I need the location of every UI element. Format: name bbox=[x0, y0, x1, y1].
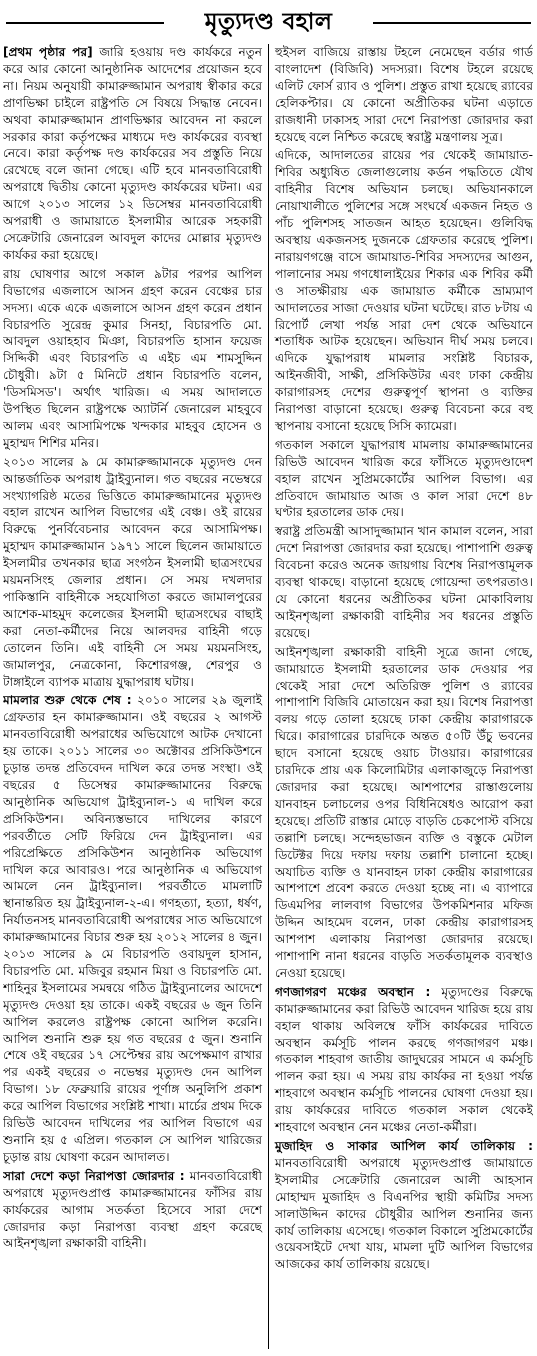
paragraph-text: হুইসল বাজিয়ে রাস্তায় টহলে নেমেছেন বর্ডার গার্ড বাংলাদেশ (বিজিবি) সদস্যরা। বিশেষ টহলে রয়েছে এলিট ফোর্স র‌্যাব ও পুলিশ। প্রস্তুত রাখা হয়েছে র‌্যাবের হেলিকপ্টার। যে কোনো অপ্রীতিকর ঘটনা এড়াতে রাজধানী ঢাকাসহ সারা দেশে নিরাপত্তা জোরদার করা হয়েছে বলে নিশ্চিত করেছে স্বরাষ্ট্র মন্ত্রণালয় সূত্র। bbox=[275, 45, 533, 144]
header-rule-right bbox=[373, 22, 531, 24]
column-left bbox=[3, 44, 268, 1349]
section-heading: গণজাগরণ মঞ্চের অবস্থান : bbox=[275, 984, 431, 999]
section-heading: সারা দেশে কড়া নিরাপত্তা জোরদার : bbox=[3, 1168, 185, 1183]
paragraph-text: মানবতাবিরোধী অপরাধে মৃত্যুদণ্ডপ্রাপ্ত জামায়াতে ইসলামীর সেক্রেটারি জেনারেল আলী আহসান মোহাম্মদ মুজাহিদ ও বিএনপির স্থায়ী কমিটির সদস্য সালাউদ্দিন কাদের চৌধুরীর আপিল শুনানির জন্য কার্য তালিকায় এসেছে। গতকাল বিকালে সুপ্রিমকোর্টের ওয়েবসাইটে দেখা যায়, মামলা দুটি আপিল বিভাগের আজকের কার্য তালিকায় রয়েছে। bbox=[275, 1155, 533, 1272]
paragraph bbox=[275, 523, 533, 641]
column-right bbox=[268, 44, 533, 1349]
article-body bbox=[3, 44, 534, 1349]
paragraph-lead: [প্রথম পৃষ্ঠার পর] bbox=[3, 45, 93, 59]
paragraph-text: মৃত্যুদণ্ডের বিরুদ্ধে কামারুজ্জামানের করা রিভিউ আবেদন খারিজ হয়ে রায় বহাল থাকায় অবিলম্বে ফাঁসি কার্যকরের দাবিতে অবস্থান কর্মসূচি পালন করছে গণজাগরণ মঞ্চ। গতকাল শাহবাগ জাতীয় জাদুঘরের সামনে এ কর্মসূচি পালন করা হয়। এ সময় রায় কার্যকর না হওয়া পর্যন্ত শাহবাগে অবস্থান কর্মসূচি পালনের ঘোষণা দেওয়া হয়। রায় কার্যকরের দাবিতে গতকাল সকাল থেকেই শাহবাগে অবস্থান নেন মঞ্চের নেতা-কর্মীরা। bbox=[275, 984, 533, 1135]
paragraph-text: এদিকে, আদালতের রায়ের পর থেকেই জামায়াত-শিবির অধ্যুষিত জেলাগুলোয় কর্ডন পদ্ধতিতে যৌথ বাহিনীর বিশেষ অভিযান চলছে। অভিযানকালে নোয়াখালীতে পুলিশের সঙ্গে সংঘর্ষে একজন নিহত ও পাঁচ পুলিশসহ সাতজন আহত হয়েছেন। গুলিবিদ্ধ অবস্থায় একজনসহ দুজনকে গ্রেফতার করেছে পুলিশ। নারায়ণগঞ্জে বাসে জামায়াত-শিবির সদস্যদের আগুন, পালানোর সময় গণধোলাইয়ের শিকার এক শিবির কর্মী ও সাতক্ষীরায় এক জামায়াত কর্মীকে ভ্রাম্যমাণ আদালতের সাজা দেওয়ার ঘটনা ঘটেছে। রাত ৮টায় এ রিপোর্ট লেখা পর্যন্ত সারা দেশ থেকে অভিযানে শতাধিক আটক হয়েছেন। অভিযান দীর্ঘ সময় চলবে। এদিকে যুদ্ধাপরাধ মামলার সংশ্লিষ্ট বিচারক, আইনজীবী, সাক্ষী, প্রসিকিউটর এবং ঢাকা কেন্দ্রীয় কারাগারসহ দেশের গুরুত্বপূর্ণ স্থাপনা ও ব্যক্তির নিরাপত্তা বাড়ানো হয়েছে। গুরুত্ব বিবেচনা করে বহু স্থাপনায় বসানো হয়েছে সিসি ক্যামেরা। bbox=[275, 148, 533, 433]
header-rule-left bbox=[6, 22, 164, 24]
paragraph-text: জারি হওয়ায় দণ্ড কার্যকরে নতুন করে আর কোনো আনুষ্ঠানিক আদেশের প্রয়োজন হবে না। নিয়ম অনুযায়ী কামারুজ্জামান অপরাধ স্বীকার করে প্রাণভিক্ষা চাইলে রাষ্ট্রপতি সে বিষয়ে সিদ্ধান্ত নেবেন। অথবা কামারুজ্জামান প্রাণভিক্ষার আবেদন না করলে সরকার কারা কর্তৃপক্ষের মাধ্যমে দণ্ড কার্যকরের ব্যবস্থা নেবে। কারা কর্তৃপক্ষ দণ্ড কার্যকরের সব প্রস্তুতি নিয়ে রেখেছে বলে জানা গেছে। এটি হবে মানবতাবিরোধী অপরাধে দ্বিতীয় কোনো মৃত্যুদণ্ড কার্যকরের ঘটনা। এর আগে ২০১৩ সালের ১২ ডিসেম্বর মানবতাবিরোধী অপরাধী ও জামায়াতে ইসলামীর আরেক সহকারী সেক্রেটারি জেনারেল আবদুল কাদের মোল্লার মৃত্যুদণ্ড কার্যকর করা হয়েছে। bbox=[3, 45, 262, 262]
paragraph-text: মানবতাবিরোধী অপরাধে মৃত্যুদণ্ডপ্রাপ্ত কামারুজ্জামানের ফাঁসির রায় কার্যকরের আগাম সতর্কতা হিসেবে সারা দেশে জোরদার কড়া নিরাপত্তা ব্যবস্থা গ্রহণ করেছে আইনশৃঙ্খলা রক্ষাকারী বাহিনী। bbox=[3, 1168, 262, 1251]
paragraph bbox=[3, 692, 262, 1165]
paragraph bbox=[275, 644, 533, 982]
paragraph bbox=[3, 266, 262, 452]
paragraph-text: গতকাল সকালে যুদ্ধাপরাধ মামলায় কামারুজ্জামানের রিভিউ আবেদন খারিজ করে ফাঁসিতে মৃত্যুদণ্ডাদেশ বহাল রাখেন সুপ্রিমকোর্টের আপিল বিভাগ। এর প্রতিবাদে জামায়াত আজ ও কাল সারা দেশে ৪৮ ঘণ্টার হরতালের ডাক দেয়। bbox=[275, 437, 533, 520]
paragraph bbox=[275, 147, 533, 434]
paragraph-text: আইনশৃঙ্খলা রক্ষাকারী বাহিনী সূত্রে জানা গেছে, জামায়াতে ইসলামী হরতালের ডাক দেওয়ার পর থেকেই সারা দেশে অতিরিক্ত পুলিশ ও র‌্যাবের পাশাপাশি বিজিবি মোতায়েন করা হয়। বিশেষ নিরাপত্তা বলয় গড়ে তোলা হয়েছে ঢাকা কেন্দ্রীয় কারাগারকে ঘিরে। কারাগারের চারদিকে অন্তত ৫০টি উঁচু ভবনের ছাদে বসানো হয়েছে ওয়াচ টাওয়ার। কারাগারের চারদিকে প্রায় এক কিলোমিটার এলাকাজুড়ে নিরাপত্তা জোরদার করা হয়েছে। আশপাশের রাস্তাগুলোয় যানবাহন চলাচলের ওপর বিধিনিষেধও আরোপ করা হয়েছে। প্রতিটি রাস্তার মোড়ে বাড়তি চেকপোস্ট বসিয়ে তল্লাশি চলছে। সন্দেহভাজন ব্যক্তি ও বস্তুকে মেটাল ডিটেক্টর দিয়ে দফায় দফায় তল্লাশি চালানো হচ্ছে। অযাচিত ব্যক্তি ও যানবাহন ঢাকা কেন্দ্রীয় কারাগারের আশপাশে প্রবেশ করতে দেওয়া হচ্ছে না। এ ব্যাপারে ডিএমপির লালবাগ বিভাগের উপকমিশনার মফিজ উদ্দিন আহমেদ বলেন, ঢাকা কেন্দ্রীয় কারাগারসহ আশপাশ এলাকায় নিরাপত্তা জোরদার রয়েছে। পাশাপাশি নানা ধরনের বাড়তি সতর্কতামূলক ব্যবস্থাও নেওয়া হয়েছে। bbox=[275, 644, 533, 980]
paragraph bbox=[275, 984, 533, 1136]
paragraph bbox=[275, 44, 533, 145]
paragraph bbox=[3, 1168, 262, 1253]
article-title: মৃত্যুদণ্ড বহাল bbox=[195, 3, 342, 42]
paragraph-text: স্বরাষ্ট্র প্রতিমন্ত্রী আসাদুজ্জামান খান কামাল বলেন, সারা দেশে নিরাপত্তা জোরদার করা হয়েছে। পাশাপাশি গুরুত্ব বিবেচনা করেও অনেক জায়গায় বিশেষ নিরাপত্তামূলক ব্যবস্থা থাকছে। বাড়ানো হয়েছে গোয়েন্দা তৎপরতাও। যে কোনো ধরনের অপ্রীতিকর ঘটনা মোকাবিলায় আইনশৃঙ্খলা রক্ষাকারী বাহিনীর সব ধরনের প্রস্তুতি রয়েছে। bbox=[275, 524, 533, 640]
section-heading: মুজাহিদ ও সাকার আপিল কার্য তালিকায় : bbox=[275, 1139, 533, 1153]
article-header bbox=[3, 0, 534, 44]
section-heading: মামলার শুরু থেকে শেষ : bbox=[3, 693, 132, 708]
paragraph bbox=[3, 454, 262, 691]
paragraph bbox=[275, 1138, 533, 1273]
paragraph-text: ২০১৩ সালের ৯ মে কামারুজ্জামানকে মৃত্যুদণ্ড দেন আন্তর্জাতিক অপরাধ ট্রাইব্যুনাল। গত বছরের নভেম্বরে সংখ্যাগরিষ্ঠ মতের ভিত্তিতে কামারুজ্জামানের মৃত্যুদণ্ড বহাল রাখেন আপিল বিভাগের এই বেঞ্চ। ওই রায়ের বিরুদ্ধে পুনর্বিবেচনার আবেদন করে আসামিপক্ষ। মুহাম্মদ কামারুজ্জামান ১৯৭১ সালে ছিলেন জামায়াতে ইসলামীর তখনকার ছাত্র সংগঠন ইসলামী ছাত্রসংঘের ময়মনসিংহ জেলার প্রধান। সে সময় দখলদার পাকিস্তানি বাহিনীকে সহযোগিতা করতে জামালপুরের আশেক-মাহমুদ কলেজের ইসলামী ছাত্রসংঘের বাছাই করা নেতা-কর্মীদের নিয়ে আলবদর বাহিনী গড়ে তোলেন তিনি। এই বাহিনী সে সময় ময়মনসিংহ, জামালপুর, নেত্রকোনা, কিশোরগঞ্জ, শেরপুর ও টাঙ্গাইলে ব্যাপক মাত্রায় যুদ্ধাপরাধ ঘটায়। bbox=[3, 454, 262, 689]
paragraph bbox=[3, 44, 262, 264]
paragraph-text: রায় ঘোষণার আগে সকাল ৯টার পরপর আপিল বিভাগের এজলাসে আসন গ্রহণ করেন বেঞ্চের চার সদস্য। একে একে এজলাসে আসন গ্রহণ করেন প্রধান বিচারপতি সুরেন্দ্র কুমার সিনহা, বিচারপতি মো. আবদুল ওয়াহহাব মিঞা, বিচারপতি হাসান ফয়েজ সিদ্দিকী এবং বিচারপতি এ এইচ এম শামসুদ্দিন চৌধুরী। ৯টা ৫ মিনিটে প্রধান বিচারপতি বলেন, 'ডিসমিসড'। অর্থাৎ খারিজ। এ সময় আদালতে উপস্থিত ছিলেন রাষ্ট্রপক্ষে অ্যাটর্নি জেনারেল মাহবুবে আলম এবং আসামিপক্ষে খন্দকার মাহবুব হোসেন ও মুহাম্মদ শিশির মনির। bbox=[3, 266, 262, 450]
paragraph-text: ২০১০ সালের ২৯ জুলাই গ্রেফতার হন কামারুজ্জামান। ওই বছরের ২ আগস্ট মানবতাবিরোধী অপরাধের অভিযোগে আটক দেখানো হয় তাকে। ২০১১ সালের ৩০ অক্টোবর প্রসিকিউশনে চূড়ান্ত তদন্ত প্রতিবেদন দাখিল করে তদন্ত সংস্থা। ওই বছরের ৫ ডিসেম্বর কামারুজ্জামানের বিরুদ্ধে আনুষ্ঠানিক অভিযোগ ট্রাইব্যুনাল-১ এ দাখিল করে প্রসিকিউশন। অবিন্যস্তভাবে দাখিলের কারণে পরবর্তীতে সেটি ফিরিয়ে দেন ট্রাইব্যুনাল। এর পরিপ্রেক্ষিতে প্রসিকিউশন আনুষ্ঠানিক অভিযোগ দাখিল করে আবারও। পরে আনুষ্ঠানিক এ অভিযোগ আমলে নেন ট্রাইব্যুনাল। পরবর্তীতে মামলাটি স্থানান্তরিত হয় ট্রাইব্যুনাল-২-এ। গণহত্যা, হত্যা, ধর্ষণ, নির্যাতনসহ মানবতাবিরোধী অপরাধের সাত অভিযোগে কামারুজ্জামানের বিচার শুরু হয় ২০১২ সালের ৪ জুন। ২০১৩ সালের ৯ মে বিচারপতি ওবায়দুল হাসান, বিচারপতি মো. মজিবুর রহমান মিয়া ও বিচারপতি মো. শাহিনুর ইসলামের সমন্বয়ে গঠিত ট্রাইব্যুনালের আদেশে মৃত্যুদণ্ড দেওয়া হয় তাকে। একই বছরের ৬ জুন তিনি আপিল করলেও রাষ্ট্রপক্ষ কোনো আপিল করেনি। আপিল শুনানি শুরু হয় গত বছরের ৫ জুন। শুনানি শেষে ওই বছরের ১৭ সেপ্টেম্বর রায় অপেক্ষমাণ রাখার পর একই বছরের ৩ নভেম্বর মৃত্যুদণ্ড দেন আপিল বিভাগ। ১৮ ফেব্রুয়ারি রায়ের পূর্ণাঙ্গ অনুলিপি প্রকাশ করে আপিল বিভাগের সংশ্লিষ্ট শাখা। মার্চের প্রথম দিকে রিভিউ আবেদন দাখিলের পর আপিল বিভাগে এর শুনানি হয় ৫ এপ্রিল। গতকাল সে আপিল খারিজের চূড়ান্ত রায় ঘোষণা করেন আদালত। bbox=[3, 693, 262, 1164]
paragraph bbox=[275, 437, 533, 522]
